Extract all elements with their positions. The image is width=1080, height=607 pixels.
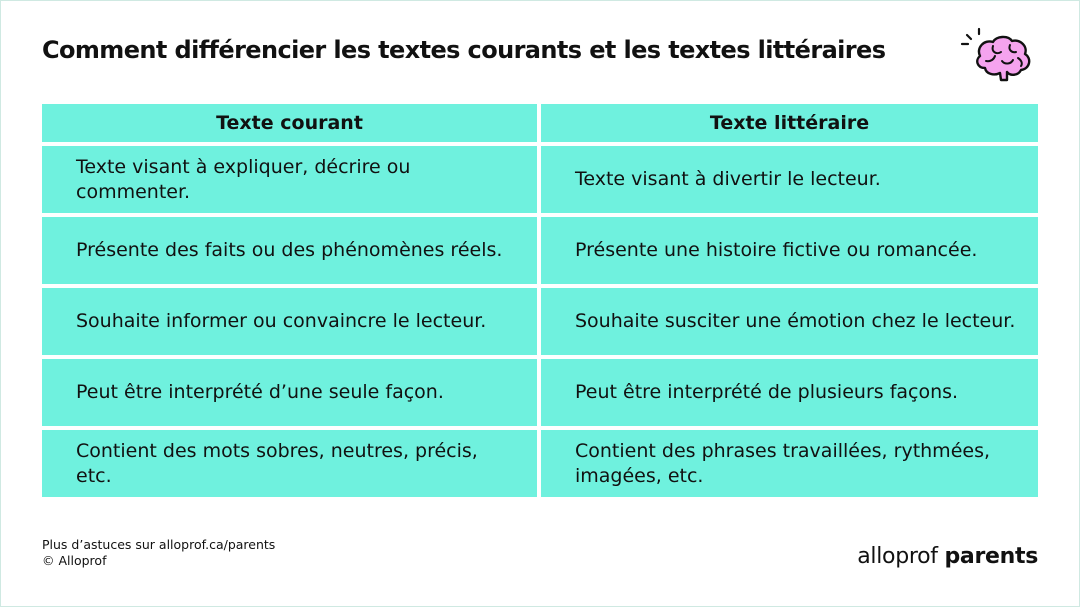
column-header-texte-courant: Texte courant (42, 104, 537, 142)
logo-brand: alloprof (857, 544, 938, 569)
table-cell: Peut être interprété d’une seule façon. (42, 359, 537, 426)
footer-link-text: Plus d’astuces sur alloprof.ca/parents (42, 537, 276, 552)
footer-note (42, 537, 275, 569)
copyright-text: © Alloprof (42, 553, 107, 568)
table-cell: Contient des phrases travaillées, rythmées, imagées, etc. (541, 430, 1038, 497)
table-cell: Contient des mots sobres, neutres, précis, etc. (42, 430, 537, 497)
alloprof-parents-logo (857, 544, 1038, 569)
page-title: Comment différencier les textes courants et les textes littéraires (42, 36, 886, 64)
table-cell: Texte visant à expliquer, décrire ou commenter. (42, 146, 537, 213)
table-cell: Présente des faits ou des phénomènes réels. (42, 217, 537, 284)
table-cell: Souhaite informer ou convaincre le lecteur. (42, 288, 537, 355)
table-cell: Présente une histoire fictive ou romancée. (541, 217, 1038, 284)
table-cell: Texte visant à divertir le lecteur. (541, 146, 1038, 213)
table-cell: Souhaite susciter une émotion chez le lecteur. (541, 288, 1038, 355)
logo-suffix: parents (944, 544, 1038, 569)
table-cell: Peut être interprété de plusieurs façons. (541, 359, 1038, 426)
comparison-table (42, 104, 1038, 497)
column-header-texte-litteraire: Texte littéraire (541, 104, 1038, 142)
brain-icon (958, 26, 1038, 86)
